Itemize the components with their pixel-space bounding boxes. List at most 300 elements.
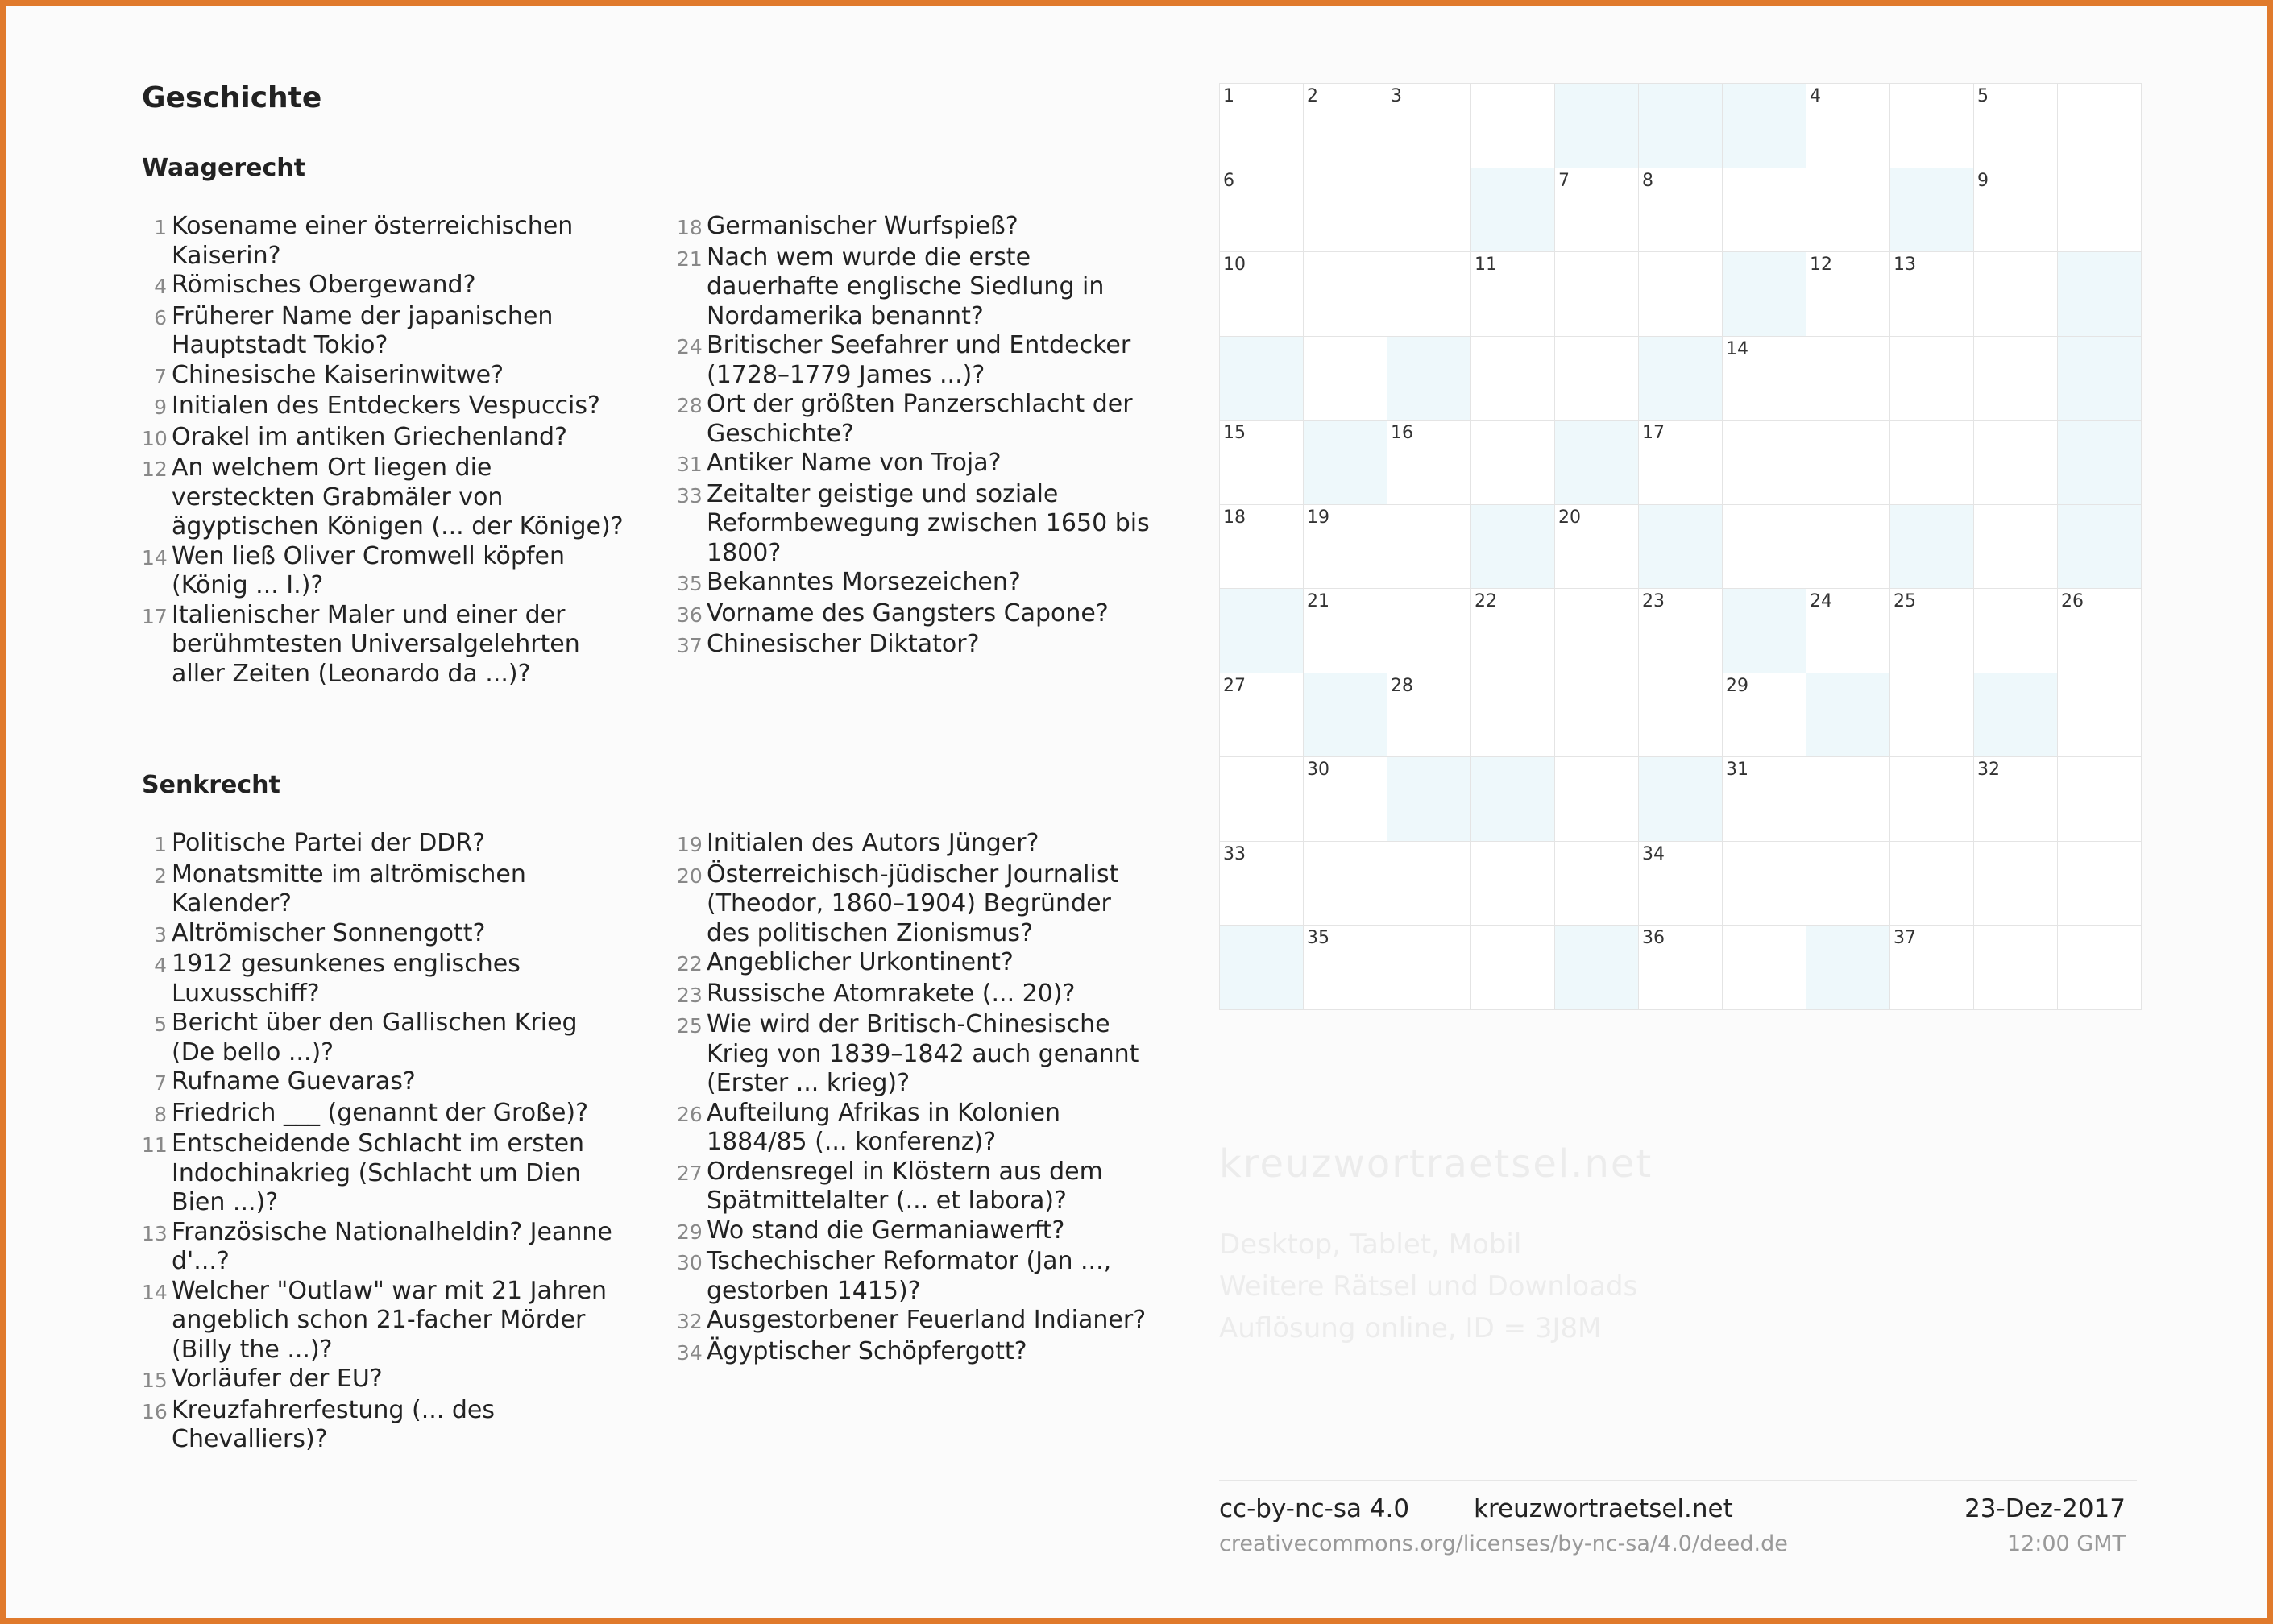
clue-number: 9 bbox=[154, 396, 167, 419]
grid-cell[interactable] bbox=[1471, 505, 1555, 590]
grid-cell[interactable] bbox=[1723, 420, 1806, 505]
clue-item bbox=[142, 454, 625, 542]
clue-number: 24 bbox=[677, 335, 703, 358]
grid-cell[interactable] bbox=[1974, 252, 2058, 337]
cell-number: 22 bbox=[1475, 591, 1497, 611]
grid-cell[interactable] bbox=[1890, 252, 1974, 337]
clue-item bbox=[142, 1365, 625, 1396]
grid-cell[interactable] bbox=[1304, 168, 1387, 253]
grid-cell[interactable] bbox=[2058, 252, 2142, 337]
clue-item bbox=[677, 1247, 1160, 1306]
clue-number: 23 bbox=[677, 983, 703, 1007]
clue-item bbox=[677, 1010, 1160, 1099]
clue-text: Bericht über den Gallischen Krieg (De bello ...)? bbox=[172, 1009, 578, 1067]
grid-cell[interactable] bbox=[1806, 926, 1890, 1010]
grid-cell[interactable] bbox=[1220, 589, 1304, 673]
clue-number: 36 bbox=[677, 603, 703, 627]
grid-cell[interactable] bbox=[1974, 589, 2058, 673]
cell-number: 8 bbox=[1642, 170, 1653, 191]
clue-text: Tschechischer Reformator (Jan ..., gestorben 1415)? bbox=[707, 1247, 1112, 1305]
cell-number: 16 bbox=[1391, 423, 1413, 443]
down-heading: Senkrecht bbox=[142, 771, 280, 799]
grid-cell[interactable] bbox=[1890, 420, 1974, 505]
grid-cell[interactable] bbox=[1387, 252, 1471, 337]
clue-item bbox=[142, 212, 625, 271]
grid-cell[interactable] bbox=[1387, 926, 1471, 1010]
grid-cell[interactable] bbox=[1220, 252, 1304, 337]
grid-cell[interactable] bbox=[1974, 926, 2058, 1010]
grid-cell[interactable] bbox=[1471, 168, 1555, 253]
clue-item bbox=[677, 331, 1160, 390]
grid-cell[interactable] bbox=[1555, 673, 1639, 758]
grid-cell[interactable] bbox=[1806, 673, 1890, 758]
grid-cell[interactable] bbox=[1304, 84, 1387, 168]
clue-text: Chinesischer Diktator? bbox=[707, 630, 980, 658]
clue-text: Politische Partei der DDR? bbox=[172, 829, 486, 857]
grid-cell[interactable] bbox=[1220, 337, 1304, 421]
clue-text: Italienischer Maler und einer der berühmtesten Universalgelehrten aller Zeiten (Leonardo da ...)? bbox=[172, 600, 580, 688]
grid-cell[interactable] bbox=[1555, 168, 1639, 253]
clue-text: Römisches Obergewand? bbox=[172, 271, 476, 299]
clue-number: 1 bbox=[154, 216, 167, 239]
cell-number: 34 bbox=[1642, 843, 1665, 864]
grid-cell[interactable] bbox=[1304, 842, 1387, 926]
clue-text: Vorläufer der EU? bbox=[172, 1365, 383, 1393]
grid-cell[interactable] bbox=[2058, 842, 2142, 926]
clue-item bbox=[677, 599, 1160, 631]
clue-item bbox=[142, 361, 625, 392]
grid-cell[interactable] bbox=[1304, 505, 1387, 590]
clue-item bbox=[677, 980, 1160, 1011]
cell-number: 35 bbox=[1307, 928, 1329, 948]
clue-item bbox=[142, 1218, 625, 1277]
clue-text: Aufteilung Afrikas in Kolonien 1884/85 (... konferenz)? bbox=[707, 1098, 1061, 1156]
grid-cell[interactable] bbox=[2058, 337, 2142, 421]
clue-number: 3 bbox=[154, 922, 167, 947]
clue-text: Ort der größten Panzerschlacht der Geschichte? bbox=[707, 390, 1133, 448]
grid-cell[interactable] bbox=[2058, 505, 2142, 590]
promo-line-1: Desktop, Tablet, Mobil bbox=[1219, 1228, 1522, 1261]
cell-number: 23 bbox=[1642, 591, 1665, 611]
grid-cell[interactable] bbox=[1639, 420, 1723, 505]
cell-number: 25 bbox=[1893, 591, 1916, 611]
clue-text: Orakel im antiken Griechenland? bbox=[172, 422, 567, 451]
clue-item bbox=[142, 1277, 625, 1365]
grid-cell[interactable] bbox=[2058, 757, 2142, 842]
clue-number: 16 bbox=[142, 1399, 168, 1423]
clue-number: 14 bbox=[142, 1280, 168, 1304]
grid-cell[interactable] bbox=[1723, 505, 1806, 590]
clue-text: Antiker Name von Troja? bbox=[707, 449, 1002, 477]
grid-cell[interactable] bbox=[2058, 589, 2142, 673]
clue-item bbox=[142, 423, 625, 454]
grid-cell[interactable] bbox=[1806, 420, 1890, 505]
grid-cell[interactable] bbox=[1890, 589, 1974, 673]
clue-item bbox=[142, 542, 625, 601]
cell-number: 15 bbox=[1223, 423, 1246, 443]
grid-cell[interactable] bbox=[1555, 84, 1639, 168]
grid-cell[interactable] bbox=[1220, 84, 1304, 168]
grid-cell[interactable] bbox=[1639, 757, 1723, 842]
grid-cell[interactable] bbox=[1890, 842, 1974, 926]
cell-number: 13 bbox=[1893, 255, 1916, 275]
grid-cell[interactable] bbox=[1555, 589, 1639, 673]
clue-number: 30 bbox=[677, 1251, 703, 1274]
grid-cell[interactable] bbox=[1555, 926, 1639, 1010]
clue-item bbox=[142, 919, 625, 951]
cell-number: 26 bbox=[2061, 591, 2084, 611]
clue-item bbox=[677, 568, 1160, 599]
grid-cell[interactable] bbox=[1974, 673, 2058, 758]
grid-cell[interactable] bbox=[1639, 589, 1723, 673]
grid-cell[interactable] bbox=[1304, 589, 1387, 673]
clue-text: 1912 gesunkenes englisches Luxusschiff? bbox=[172, 950, 521, 1008]
clue-number: 19 bbox=[677, 833, 703, 856]
clue-number: 12 bbox=[142, 458, 168, 481]
clue-number: 20 bbox=[677, 864, 703, 888]
clue-text: Ausgestorbener Feuerland Indianer? bbox=[707, 1306, 1147, 1334]
grid-cell[interactable] bbox=[1806, 168, 1890, 253]
page-title: Geschichte bbox=[142, 81, 322, 114]
clue-text: Welcher "Outlaw" war mit 21 Jahren angeblich schon 21-facher Mörder (Billy the ...)? bbox=[172, 1276, 608, 1364]
clue-item bbox=[677, 212, 1160, 243]
clue-item bbox=[142, 1099, 625, 1130]
clue-text: Wo stand die Germaniawerft? bbox=[707, 1216, 1065, 1245]
clue-item bbox=[677, 1337, 1160, 1369]
clue-item bbox=[142, 1009, 625, 1067]
grid-cell[interactable] bbox=[1471, 420, 1555, 505]
grid-cell[interactable] bbox=[1387, 757, 1471, 842]
grid-cell[interactable] bbox=[1974, 84, 2058, 168]
clue-number: 10 bbox=[142, 426, 168, 450]
cell-number: 31 bbox=[1726, 760, 1748, 780]
clue-number: 15 bbox=[142, 1369, 168, 1392]
footer-license: cc-by-nc-sa 4.0 bbox=[1219, 1494, 1410, 1523]
across-heading: Waagerecht bbox=[142, 154, 305, 182]
grid-cell[interactable] bbox=[1220, 757, 1304, 842]
clue-text: Französische Nationalheldin? Jeanne d'...? bbox=[172, 1217, 612, 1275]
grid-cell[interactable] bbox=[1890, 757, 1974, 842]
brand-watermark: kreuzwortraetsel.net bbox=[1219, 1141, 1653, 1187]
grid-cell[interactable] bbox=[1220, 926, 1304, 1010]
clue-number: 14 bbox=[142, 545, 168, 570]
clue-text: Altrömischer Sonnengott? bbox=[172, 918, 486, 947]
grid-cell[interactable] bbox=[2058, 420, 2142, 505]
grid-cell[interactable] bbox=[1723, 337, 1806, 421]
grid-cell[interactable] bbox=[1304, 673, 1387, 758]
clue-item bbox=[142, 860, 625, 919]
down-clues-left bbox=[142, 829, 625, 1455]
clue-text: Germanischer Wurfspieß? bbox=[707, 212, 1018, 240]
cell-number: 6 bbox=[1223, 170, 1234, 191]
footer-license-url: creativecommons.org/licenses/by-nc-sa/4.0/deed.de bbox=[1219, 1531, 1788, 1556]
grid-cell[interactable] bbox=[1220, 505, 1304, 590]
cell-number: 7 bbox=[1558, 170, 1570, 191]
clue-number: 8 bbox=[154, 1102, 167, 1126]
across-clues-left bbox=[142, 212, 625, 689]
clue-item bbox=[142, 950, 625, 1009]
clue-number: 37 bbox=[677, 634, 703, 657]
clue-item bbox=[677, 449, 1160, 480]
grid-cell[interactable] bbox=[1890, 673, 1974, 758]
cell-number: 33 bbox=[1223, 843, 1246, 864]
grid-cell[interactable] bbox=[1304, 757, 1387, 842]
clue-number: 34 bbox=[677, 1340, 703, 1365]
grid-cell[interactable] bbox=[1387, 84, 1471, 168]
clue-text: Früherer Name der japanischen Hauptstadt Tokio? bbox=[172, 301, 554, 359]
clue-number: 11 bbox=[142, 1133, 168, 1157]
clue-number: 13 bbox=[142, 1221, 168, 1245]
cell-number: 11 bbox=[1475, 255, 1497, 275]
grid-cell[interactable] bbox=[1723, 84, 1806, 168]
footer-date: 23-Dez-2017 bbox=[1964, 1494, 2126, 1523]
clue-item bbox=[677, 630, 1160, 661]
grid-cell[interactable] bbox=[1890, 84, 1974, 168]
grid-cell[interactable] bbox=[1471, 673, 1555, 758]
promo-line-3: Auflösung online, ID = 3J8M bbox=[1219, 1312, 1602, 1344]
grid-cell[interactable] bbox=[1890, 926, 1974, 1010]
clue-text: Initialen des Autors Jünger? bbox=[707, 829, 1039, 857]
grid-cell[interactable] bbox=[1806, 757, 1890, 842]
clue-text: Bekanntes Morsezeichen? bbox=[707, 568, 1021, 596]
grid-cell[interactable] bbox=[1304, 420, 1387, 505]
footer-divider bbox=[1219, 1480, 2137, 1481]
grid-cell[interactable] bbox=[1387, 337, 1471, 421]
cell-number: 9 bbox=[1977, 170, 1989, 191]
clue-item bbox=[142, 601, 625, 690]
footer-time: 12:00 GMT bbox=[2006, 1531, 2126, 1556]
clue-number: 26 bbox=[677, 1102, 703, 1126]
clue-number: 21 bbox=[677, 246, 703, 271]
grid-cell[interactable] bbox=[1471, 842, 1555, 926]
cell-number: 24 bbox=[1810, 591, 1832, 611]
grid-cell[interactable] bbox=[1639, 84, 1723, 168]
cell-number: 14 bbox=[1726, 338, 1748, 359]
grid-cell[interactable] bbox=[1723, 589, 1806, 673]
clue-number: 22 bbox=[677, 952, 703, 976]
clue-item bbox=[142, 392, 625, 423]
clue-item bbox=[142, 829, 625, 860]
clue-number: 17 bbox=[142, 604, 168, 628]
grid-cell[interactable] bbox=[1304, 252, 1387, 337]
grid-cell[interactable] bbox=[1387, 673, 1471, 758]
cell-number: 12 bbox=[1810, 255, 1832, 275]
grid-cell[interactable] bbox=[1974, 757, 2058, 842]
grid-cell[interactable] bbox=[1806, 84, 1890, 168]
grid-cell[interactable] bbox=[1220, 673, 1304, 758]
clue-number: 7 bbox=[154, 364, 167, 388]
footer-site: kreuzwortraetsel.net bbox=[1474, 1494, 1733, 1523]
clue-text: Angeblicher Urkontinent? bbox=[707, 948, 1014, 976]
promo-line-2: Weitere Rätsel und Downloads bbox=[1219, 1270, 1638, 1303]
clue-text: Kreuzfahrerfestung (... des Chevalliers)? bbox=[172, 1395, 495, 1453]
clue-text: Ordensregel in Klöstern aus dem Spätmittelalter (... et labora)? bbox=[707, 1157, 1103, 1215]
grid-cell[interactable] bbox=[1723, 252, 1806, 337]
cell-number: 4 bbox=[1810, 86, 1821, 106]
clue-number: 5 bbox=[154, 1013, 167, 1036]
cell-number: 32 bbox=[1977, 760, 2000, 780]
clue-number: 2 bbox=[154, 864, 167, 888]
grid-cell[interactable] bbox=[1555, 505, 1639, 590]
grid-cell[interactable] bbox=[1220, 420, 1304, 505]
grid-cell[interactable] bbox=[1220, 842, 1304, 926]
clue-item bbox=[142, 1129, 625, 1218]
grid-cell[interactable] bbox=[1555, 842, 1639, 926]
cell-number: 37 bbox=[1893, 928, 1916, 948]
grid-cell[interactable] bbox=[1555, 252, 1639, 337]
clue-number: 32 bbox=[677, 1310, 703, 1333]
grid-cell[interactable] bbox=[1304, 926, 1387, 1010]
clue-number: 25 bbox=[677, 1014, 703, 1038]
grid-cell[interactable] bbox=[2058, 673, 2142, 758]
grid-cell[interactable] bbox=[1806, 505, 1890, 590]
clue-item bbox=[677, 1158, 1160, 1216]
grid-cell[interactable] bbox=[1471, 757, 1555, 842]
clue-text: Zeitalter geistige und soziale Reformbewegung zwischen 1650 bis 1800? bbox=[707, 479, 1150, 567]
grid-cell[interactable] bbox=[1555, 337, 1639, 421]
clue-text: Wen ließ Oliver Cromwell köpfen (König ... I.)? bbox=[172, 541, 565, 599]
grid-cell[interactable] bbox=[1974, 420, 2058, 505]
grid-cell[interactable] bbox=[1471, 337, 1555, 421]
clue-text: Rufname Guevaras? bbox=[172, 1067, 416, 1096]
grid-cell[interactable] bbox=[1387, 589, 1471, 673]
grid-cell[interactable] bbox=[1555, 757, 1639, 842]
cell-number: 36 bbox=[1642, 928, 1665, 948]
grid-cell[interactable] bbox=[1387, 842, 1471, 926]
grid-cell[interactable] bbox=[1974, 505, 2058, 590]
grid-cell[interactable] bbox=[1723, 926, 1806, 1010]
grid-cell[interactable] bbox=[1974, 168, 2058, 253]
crossword-grid bbox=[1219, 83, 2142, 1010]
cell-number: 19 bbox=[1307, 507, 1329, 528]
grid-cell[interactable] bbox=[1639, 252, 1723, 337]
clue-item bbox=[142, 271, 625, 302]
clue-number: 27 bbox=[677, 1161, 703, 1185]
cell-number: 20 bbox=[1558, 507, 1581, 528]
clue-number: 7 bbox=[154, 1071, 167, 1095]
clue-text: An welchem Ort liegen die versteckten Grabmäler von ägyptischen Königen (... der Könige)? bbox=[172, 454, 624, 541]
grid-cell[interactable] bbox=[1639, 673, 1723, 758]
grid-cell[interactable] bbox=[1639, 842, 1723, 926]
clue-number: 4 bbox=[154, 954, 167, 977]
grid-cell[interactable] bbox=[1890, 337, 1974, 421]
clue-item bbox=[677, 1216, 1160, 1248]
grid-cell[interactable] bbox=[1387, 420, 1471, 505]
clue-text: Britischer Seefahrer und Entdecker (1728–1779 James ...)? bbox=[707, 331, 1131, 389]
clue-item bbox=[677, 480, 1160, 569]
clue-number: 33 bbox=[677, 483, 703, 508]
grid-cell[interactable] bbox=[1471, 926, 1555, 1010]
grid-cell[interactable] bbox=[1555, 420, 1639, 505]
clue-text: Friedrich ___ (genannt der Große)? bbox=[172, 1098, 589, 1127]
clue-item bbox=[677, 1306, 1160, 1337]
down-clues-right bbox=[677, 829, 1160, 1368]
cell-number: 2 bbox=[1307, 86, 1318, 106]
grid-cell[interactable] bbox=[1304, 337, 1387, 421]
grid-cell[interactable] bbox=[1387, 505, 1471, 590]
cell-number: 27 bbox=[1223, 675, 1246, 696]
clue-text: Chinesische Kaiserinwitwe? bbox=[172, 360, 504, 389]
grid-cell[interactable] bbox=[1471, 252, 1555, 337]
across-clues-right bbox=[677, 212, 1160, 661]
grid-cell[interactable] bbox=[1723, 757, 1806, 842]
grid-cell[interactable] bbox=[1471, 84, 1555, 168]
grid-cell[interactable] bbox=[1890, 168, 1974, 253]
grid-cell[interactable] bbox=[1890, 505, 1974, 590]
clue-text: Vorname des Gangsters Capone? bbox=[707, 599, 1109, 628]
grid-cell[interactable] bbox=[1806, 337, 1890, 421]
cell-number: 1 bbox=[1223, 86, 1234, 106]
clue-item bbox=[142, 302, 625, 361]
cell-number: 3 bbox=[1391, 86, 1402, 106]
cell-number: 30 bbox=[1307, 760, 1329, 780]
clue-number: 31 bbox=[677, 453, 703, 476]
grid-cell[interactable] bbox=[1806, 589, 1890, 673]
cell-number: 10 bbox=[1223, 255, 1246, 275]
clue-number: 18 bbox=[677, 216, 703, 239]
puzzle-page bbox=[6, 6, 2267, 1618]
clue-item bbox=[677, 243, 1160, 332]
grid-cell[interactable] bbox=[1974, 842, 2058, 926]
grid-cell[interactable] bbox=[2058, 168, 2142, 253]
clue-text: Nach wem wurde die erste dauerhafte englische Siedlung in Nordamerika benannt? bbox=[707, 242, 1105, 330]
cell-number: 28 bbox=[1391, 675, 1413, 696]
clue-item bbox=[142, 1067, 625, 1099]
clue-item bbox=[677, 390, 1160, 449]
clue-item bbox=[677, 829, 1160, 860]
clue-text: Kosename einer österreichischen Kaiserin? bbox=[172, 212, 574, 270]
grid-cell[interactable] bbox=[1639, 168, 1723, 253]
grid-cell[interactable] bbox=[1639, 926, 1723, 1010]
clue-number: 4 bbox=[154, 275, 167, 298]
clue-text: Entscheidende Schlacht im ersten Indochinakrieg (Schlacht um Dien Bien ...)? bbox=[172, 1129, 585, 1216]
grid-cell[interactable] bbox=[1387, 168, 1471, 253]
cell-number: 5 bbox=[1977, 86, 1989, 106]
grid-cell[interactable] bbox=[1220, 168, 1304, 253]
cell-number: 29 bbox=[1726, 675, 1748, 696]
grid-cell[interactable] bbox=[1974, 337, 2058, 421]
grid-cell[interactable] bbox=[1639, 505, 1723, 590]
clue-item bbox=[677, 860, 1160, 949]
cell-number: 17 bbox=[1642, 423, 1665, 443]
grid-cell[interactable] bbox=[1806, 252, 1890, 337]
clue-number: 35 bbox=[677, 572, 703, 595]
cell-number: 21 bbox=[1307, 591, 1329, 611]
clue-item bbox=[142, 1396, 625, 1455]
grid-cell[interactable] bbox=[1639, 337, 1723, 421]
clue-number: 29 bbox=[677, 1220, 703, 1244]
clue-number: 1 bbox=[154, 833, 167, 856]
grid-cell[interactable] bbox=[2058, 84, 2142, 168]
clue-text: Ägyptischer Schöpfergott? bbox=[707, 1336, 1027, 1365]
grid-cell[interactable] bbox=[2058, 926, 2142, 1010]
clue-text: Österreichisch-jüdischer Journalist (Theodor, 1860–1904) Begründer des politischen Zionismus? bbox=[707, 860, 1119, 947]
grid-cell[interactable] bbox=[1471, 589, 1555, 673]
clue-item bbox=[677, 948, 1160, 980]
grid-cell[interactable] bbox=[1723, 673, 1806, 758]
grid-cell[interactable] bbox=[1723, 842, 1806, 926]
clue-number: 6 bbox=[154, 305, 167, 329]
clue-text: Initialen des Entdeckers Vespuccis? bbox=[172, 392, 600, 420]
clue-text: Wie wird der Britisch-Chinesische Krieg von 1839–1842 auch genannt (Erster ... krieg)? bbox=[707, 1010, 1139, 1097]
grid-cell[interactable] bbox=[1806, 842, 1890, 926]
clue-number: 28 bbox=[677, 394, 703, 417]
grid-cell[interactable] bbox=[1723, 168, 1806, 253]
clue-item bbox=[677, 1099, 1160, 1158]
clue-text: Russische Atomrakete (... 20)? bbox=[707, 979, 1076, 1008]
clue-text: Monatsmitte im altrömischen Kalender? bbox=[172, 860, 526, 918]
cell-number: 18 bbox=[1223, 507, 1246, 528]
